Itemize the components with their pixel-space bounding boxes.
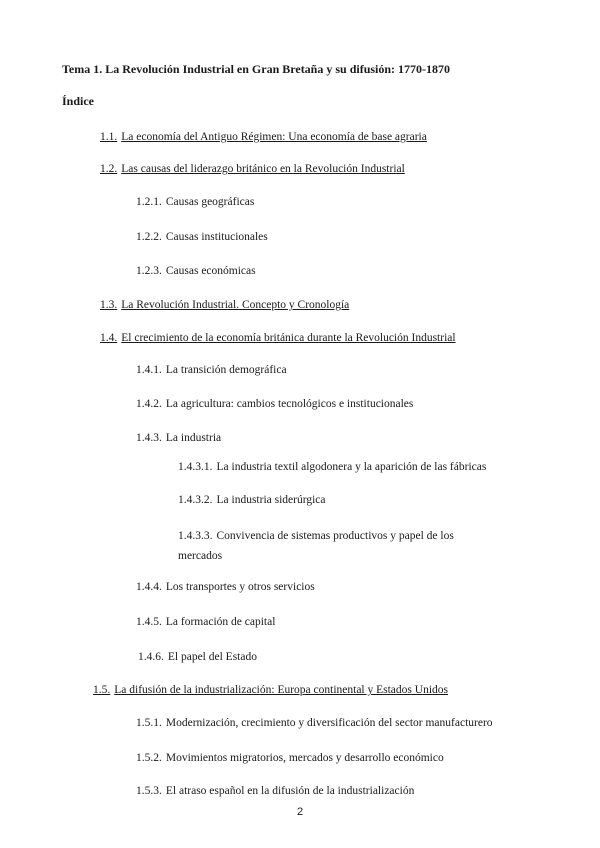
toc-label: Las causas del liderazgo británico en la Revolución Industrial [121,163,405,175]
toc-entry-1-5-2[interactable] [136,751,444,765]
toc-label: La economía del Antiguo Régimen: Una economía de base agraria [121,131,427,143]
toc-entry-1-1[interactable] [100,130,427,144]
toc-label: Convivencia de sistemas productivos y papel de los [216,530,454,542]
toc-number: 1.4.3.1. [178,461,213,473]
toc-label: Causas institucionales [165,231,268,243]
toc-entry-1-2-2[interactable] [136,230,268,244]
toc-label: La agricultura: cambios tecnológicos e institucionales [165,398,414,410]
toc-label: Los transportes y otros servicios [165,581,315,593]
document-title: Tema 1. La Revolución Industrial en Gran Bretaña y su difusión: 1770-1870 [62,62,451,76]
toc-number: 1.2.3. [136,265,162,277]
toc-label: El papel del Estado [167,651,257,663]
toc-number: 1.5.2. [136,752,162,764]
toc-label: La industria textil algodonera y la aparición de las fábricas [216,461,487,473]
toc-number: 1.4.2. [136,398,162,410]
toc-label: La industria [165,432,222,444]
toc-number: 1.4.3. [136,432,162,444]
toc-number: 1.3. [100,299,118,311]
toc-entry-1-3[interactable] [100,298,349,312]
toc-label: Movimientos migratorios, mercados y desarrollo económico [165,752,444,764]
toc-entry-1-4-3-3-continuation: mercados [178,550,223,562]
index-heading: Índice [62,94,95,108]
toc-label: Modernización, crecimiento y diversificación del sector manufacturero [165,717,493,729]
toc-entry-1-4[interactable] [100,331,456,345]
toc-label: La formación de capital [165,616,276,628]
toc-entry-1-4-1[interactable] [136,363,287,377]
toc-entry-1-2-1[interactable] [136,195,254,209]
toc-entry-1-4-3-3[interactable] [178,529,454,543]
toc-entry-1-4-6[interactable] [138,650,257,664]
toc-label: La Revolución Industrial. Concepto y Cronología [121,299,350,311]
toc-entry-1-4-5[interactable] [136,615,275,629]
toc-number: 1.5.3. [136,785,162,797]
toc-number: 1.2.1. [136,196,162,208]
toc-number: 1.5. [93,684,111,696]
toc-label: Causas económicas [165,265,256,277]
toc-entry-1-2[interactable] [100,162,405,176]
toc-label: La industria siderúrgica [216,494,326,506]
toc-entry-1-5[interactable] [93,683,448,697]
toc-entry-1-4-4[interactable] [136,580,315,594]
toc-entry-1-5-3[interactable] [136,784,414,798]
toc-number: 1.4.5. [136,616,162,628]
toc-entry-1-5-1[interactable] [136,716,493,730]
toc-number: 1.2. [100,163,118,175]
page-number: 2 [296,806,304,818]
toc-number: 1.4.1. [136,364,162,376]
toc-entry-1-4-3-2[interactable] [178,493,326,507]
toc-entry-1-4-3[interactable] [136,431,221,445]
toc-number: 1.4.4. [136,581,162,593]
toc-label: La difusión de la industrialización: Europa continental y Estados Unidos [114,684,448,696]
toc-number: 1.4. [100,332,118,344]
toc-label: El crecimiento de la economía británica durante la Revolución Industrial [121,332,456,344]
toc-label: El atraso español en la difusión de la industrialización [165,785,415,797]
toc-entry-1-4-2[interactable] [136,397,413,411]
toc-number: 1.4.3.3. [178,530,213,542]
toc-label: La transición demográfica [165,364,287,376]
toc-number: 1.2.2. [136,231,162,243]
toc-number: 1.4.6. [138,651,164,663]
toc-entry-1-4-3-1[interactable] [178,460,486,474]
toc-number: 1.5.1. [136,717,162,729]
toc-label: Causas geográficas [165,196,255,208]
toc-entry-1-2-3[interactable] [136,264,256,278]
toc-number: 1.1. [100,131,118,143]
toc-number: 1.4.3.2. [178,494,213,506]
